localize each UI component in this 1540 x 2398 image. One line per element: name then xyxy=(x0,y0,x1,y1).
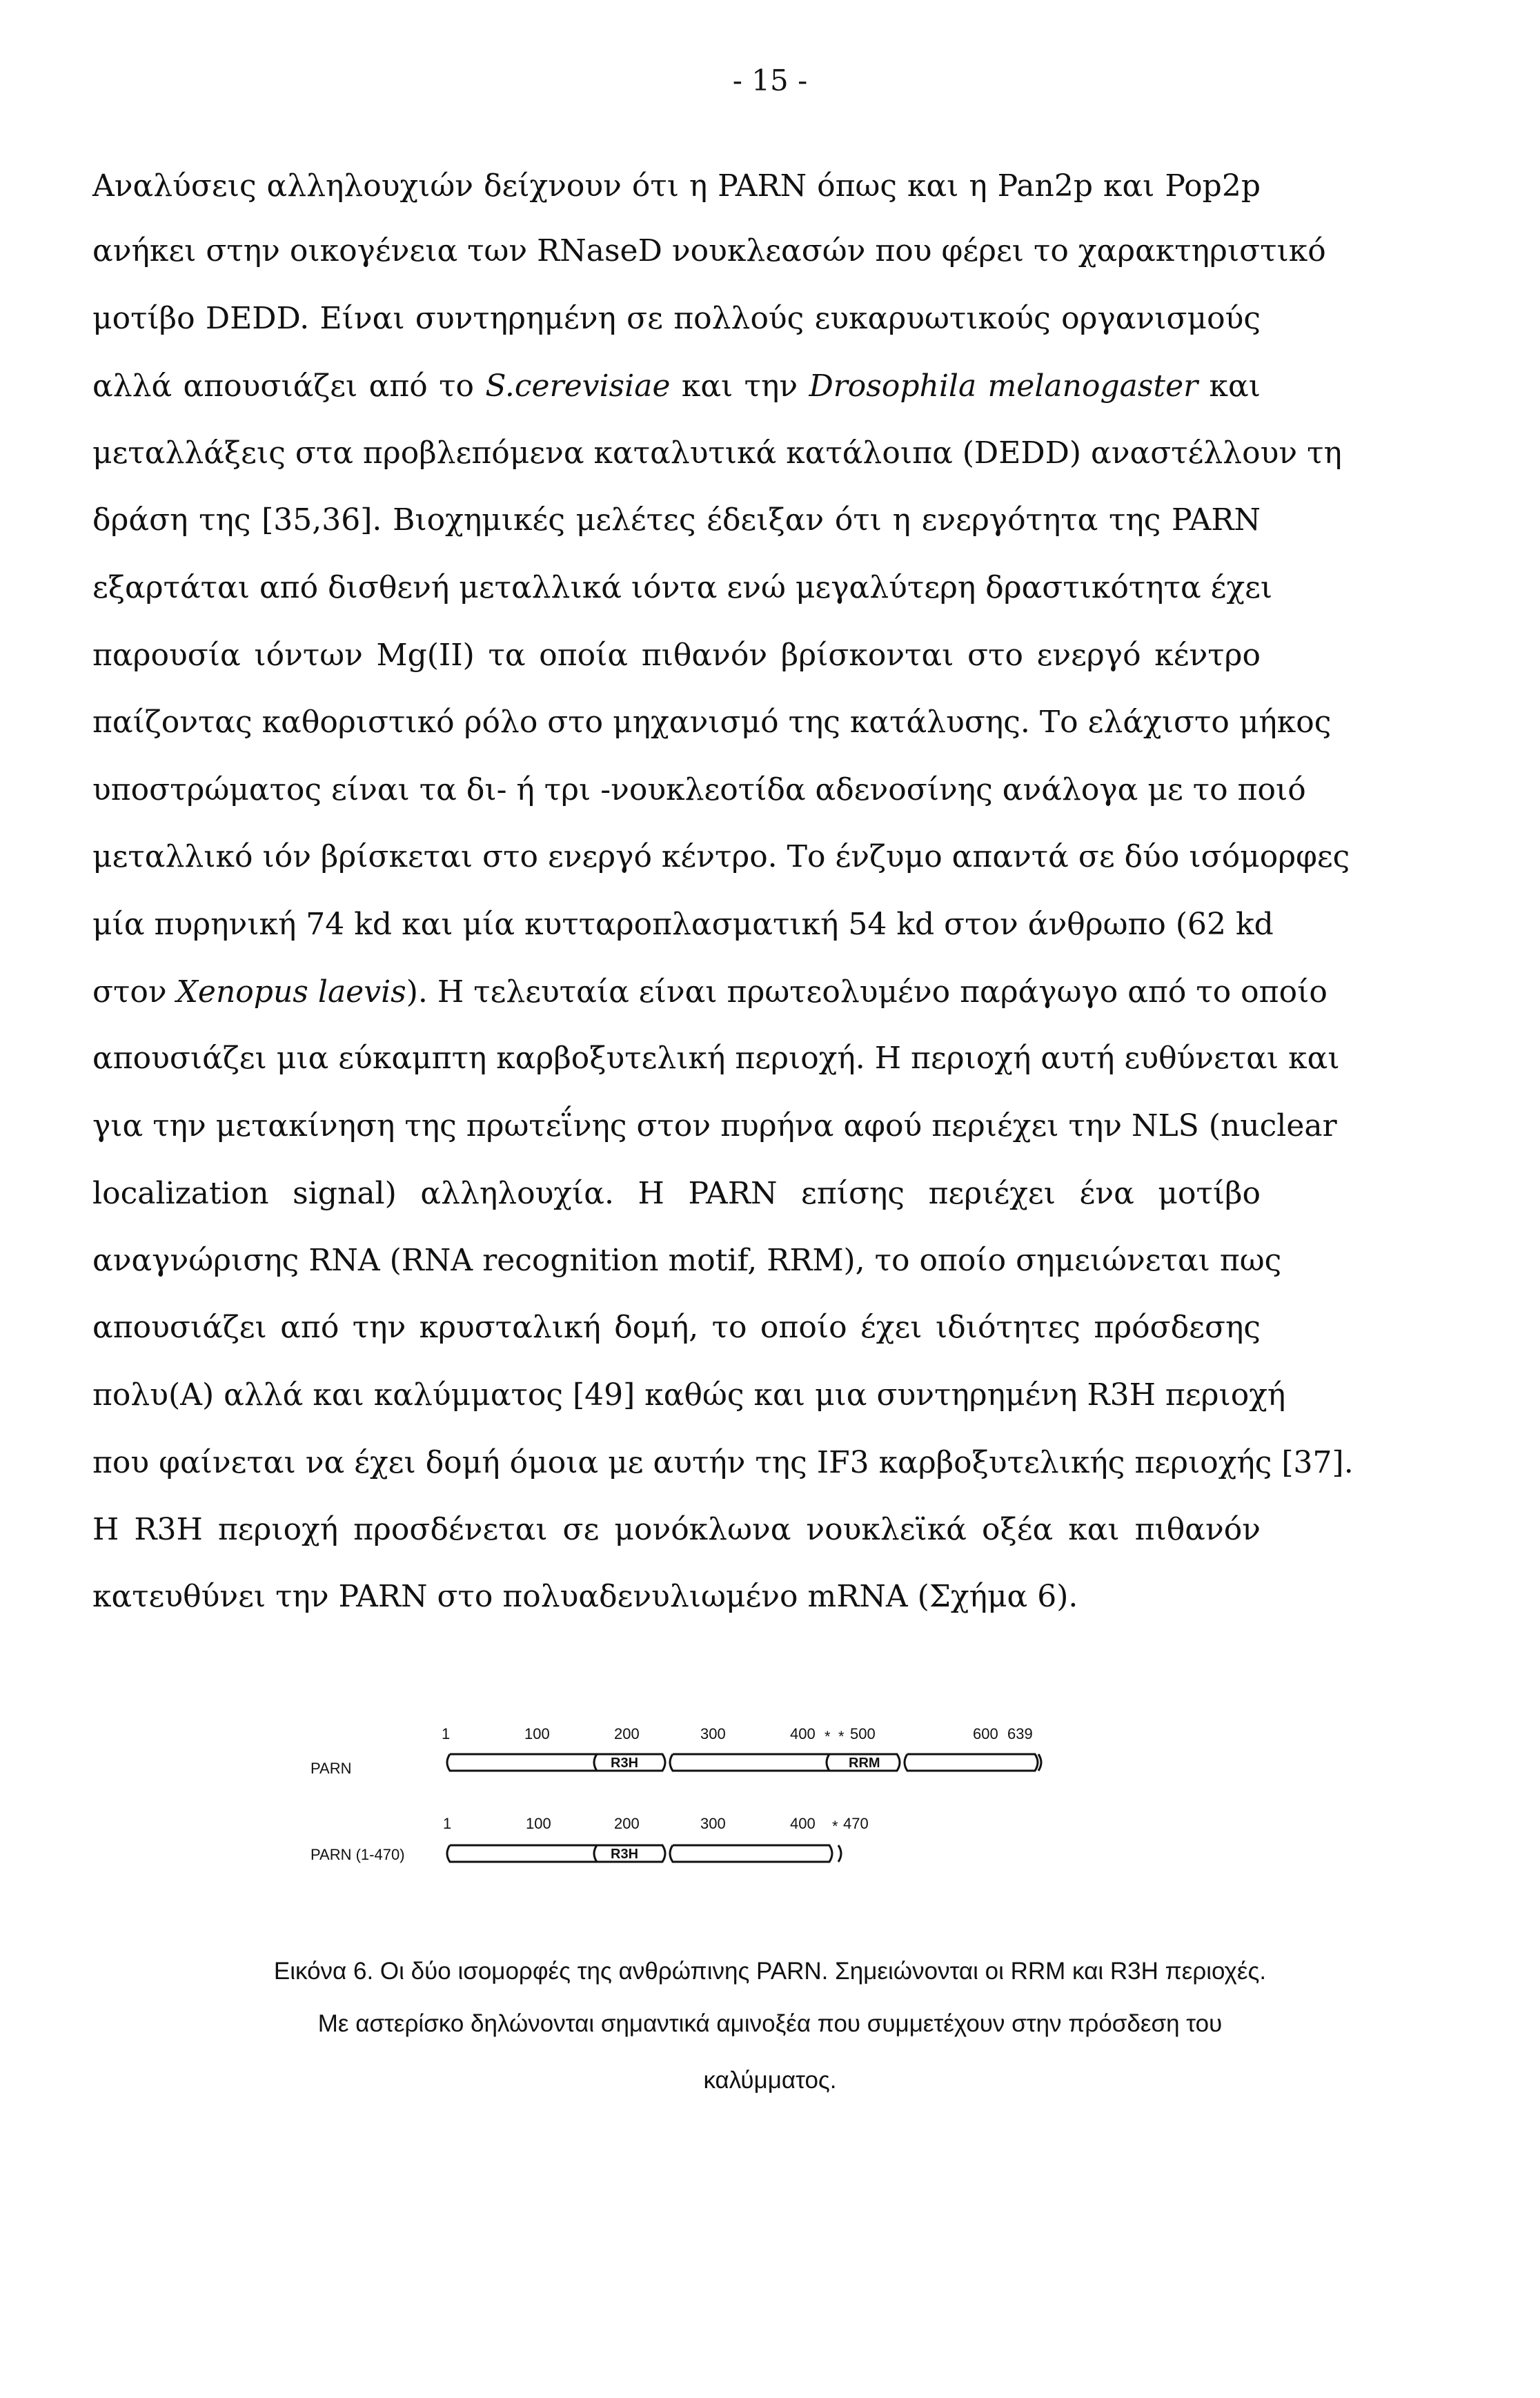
text-line xyxy=(92,769,1306,811)
text-segment: S.cerevisiae xyxy=(485,368,671,404)
tick-label: 639 xyxy=(1007,1725,1033,1742)
end-cap xyxy=(838,1845,841,1862)
text-segment: παρουσία ιόντων Mg(II) τα οποία πιθανόν βρίσκονται στο ενεργό κέντρο xyxy=(92,638,1261,673)
text-line xyxy=(92,166,1261,207)
tick-label: 1 xyxy=(442,1725,451,1742)
tick-label: 500 xyxy=(850,1725,876,1742)
caption-line: καλύμματος. xyxy=(703,2067,837,2094)
row-label: PARN xyxy=(310,1760,352,1777)
tick-label: 470 xyxy=(843,1815,869,1832)
text-line xyxy=(92,836,1350,878)
text-segment: που φαίνεται να έχει δομή όμοια με αυτήν της IF3 καρβοξυτελικής περιοχής [37]. xyxy=(92,1445,1354,1480)
text-line xyxy=(92,433,1342,474)
text-line xyxy=(92,1038,1340,1079)
text-line xyxy=(92,500,1261,541)
text-segment: ). Η τελευταία είναι πρωτεολυμένο παράγωγο από το οποίο xyxy=(406,974,1327,1010)
text-line xyxy=(92,1442,1354,1484)
r3h-label: R3H xyxy=(611,1756,639,1771)
text-segment: μία πυρηνική 74 kd και μία κυτταροπλασματική 54 kd στον άνθρωπο (62 kd xyxy=(92,907,1274,942)
text-segment: Xenopus laevis xyxy=(176,974,406,1010)
row-label: PARN (1-470) xyxy=(310,1846,405,1863)
text-line xyxy=(92,972,1327,1013)
text-line xyxy=(92,904,1274,945)
text-line xyxy=(92,1173,1261,1215)
tick-label: 200 xyxy=(614,1725,640,1742)
text-segment: Drosophila melanogaster xyxy=(809,368,1198,404)
tick-label: 600 xyxy=(973,1725,998,1742)
text-segment: και xyxy=(1198,368,1261,404)
text-line xyxy=(92,1105,1337,1147)
text-line xyxy=(92,567,1273,609)
asterisk: * xyxy=(832,1818,838,1835)
text-segment: localization signal) αλληλουχία. Η PARN επίσης περιέχει ένα μοτίβο xyxy=(92,1176,1261,1211)
domain-diagram xyxy=(290,1718,1118,1898)
text-line xyxy=(92,1375,1286,1416)
text-line xyxy=(92,1240,1282,1281)
text-segment: εξαρτάται από δισθενή μεταλλικά ιόντα ενώ μεγαλύτερη δραστικότητα έχει xyxy=(92,570,1273,605)
asterisk: * xyxy=(825,1728,831,1745)
text-line xyxy=(92,635,1261,676)
text-segment: απουσιάζει από την κρυσταλική δομή, το οποίο έχει ιδιότητες πρόσδεσης xyxy=(92,1310,1261,1345)
text-segment: Η R3H περιοχή προσδένεται σε μονόκλωνα νουκλεϊκά οξέα και πιθανόν xyxy=(92,1512,1261,1547)
tick-label: 400 xyxy=(790,1725,816,1742)
parn-domain-figure xyxy=(290,1718,1118,1898)
r3h-label: R3H xyxy=(611,1847,639,1862)
tick-label: 400 xyxy=(790,1815,816,1832)
text-segment: παίζοντας καθοριστικό ρόλο στο μηχανισμό της κατάλυσης. Το ελάχιστο μήκος xyxy=(92,705,1332,740)
protein-bar-parn xyxy=(447,1754,597,1771)
tick-label: 100 xyxy=(524,1725,550,1742)
text-segment: ανήκει στην οικογένεια των RNaseD νουκλεασών που φέρει το χαρακτηριστικό xyxy=(92,233,1326,268)
protein-bar-parn-1-470 xyxy=(447,1845,597,1862)
asterisk: * xyxy=(838,1728,845,1745)
text-line xyxy=(92,702,1332,743)
page-number: - 15 - xyxy=(732,63,808,97)
protein-bar-parn xyxy=(905,1754,1038,1771)
end-cap xyxy=(1038,1754,1041,1771)
text-segment: Αναλύσεις αλληλουχιών δείχνουν ότι η PARN όπως και η Pan2p και Pop2p xyxy=(92,168,1261,204)
text-segment: μεταλλικό ιόν βρίσκεται στο ενεργό κέντρο. Το ένζυμο απαντά σε δύο ισόμορφες xyxy=(92,839,1350,874)
text-line xyxy=(92,366,1261,407)
text-line xyxy=(92,230,1326,272)
protein-bar-parn xyxy=(670,1754,829,1771)
tick-label: 300 xyxy=(700,1725,726,1742)
text-line xyxy=(92,1307,1261,1348)
text-segment: στον xyxy=(92,974,177,1010)
protein-bar-parn-1-470 xyxy=(670,1845,832,1862)
text-segment: και την xyxy=(670,368,809,404)
text-segment: απουσιάζει μια εύκαμπτη καρβοξυτελική περιοχή. Η περιοχή αυτή ευθύνεται και xyxy=(92,1041,1340,1076)
caption-line: Εικόνα 6. Οι δύο ισομορφές της ανθρώπινης PARN. Σημειώνονται οι RRM και R3H περιοχές. xyxy=(273,1958,1267,1985)
rrm-label: RRM xyxy=(849,1756,880,1771)
text-segment: αναγνώρισης RNA (RNA recognition motif, RRM), το οποίο σημειώνεται πως xyxy=(92,1243,1282,1278)
text-line xyxy=(92,1576,1261,1618)
tick-label: 1 xyxy=(443,1815,452,1832)
text-segment: δράση της [35,36]. Βιοχημικές μελέτες έδειξαν ότι η ενεργότητα της PARN xyxy=(92,502,1261,538)
caption-line: Με αστερίσκο δηλώνονται σημαντικά αμινοξέα που συμμετέχουν στην πρόσδεση του xyxy=(317,2010,1223,2037)
text-segment: μοτίβο DEDD. Είναι συντηρημένη σε πολλούς ευκαρυωτικούς οργανισμούς xyxy=(92,301,1261,336)
text-segment: για την μετακίνηση της πρωτεΐνης στον πυρήνα αφού περιέχει την NLS (nuclear xyxy=(92,1108,1337,1143)
text-segment: αλλά απουσιάζει από το xyxy=(92,368,486,404)
tick-label: 100 xyxy=(526,1815,551,1832)
tick-label: 300 xyxy=(700,1815,726,1832)
text-segment: κατευθύνει την PARN στο πολυαδενυλιωμένο mRNA (Σχήμα 6). xyxy=(92,1579,1078,1614)
text-segment: μεταλλάξεις στα προβλεπόμενα καταλυτικά κατάλοιπα (DEDD) αναστέλλουν τη xyxy=(92,435,1342,471)
text-segment: πολυ(Α) αλλά και καλύμματος [49] καθώς και μια συντηρημένη R3H περιοχή xyxy=(92,1377,1286,1413)
text-line xyxy=(92,1509,1261,1551)
text-segment: υποστρώματος είναι τα δι- ή τρι -νουκλεοτίδα αδενοσίνης ανάλογα με το ποιό xyxy=(92,772,1306,807)
text-line xyxy=(92,298,1261,340)
tick-label: 200 xyxy=(614,1815,640,1832)
